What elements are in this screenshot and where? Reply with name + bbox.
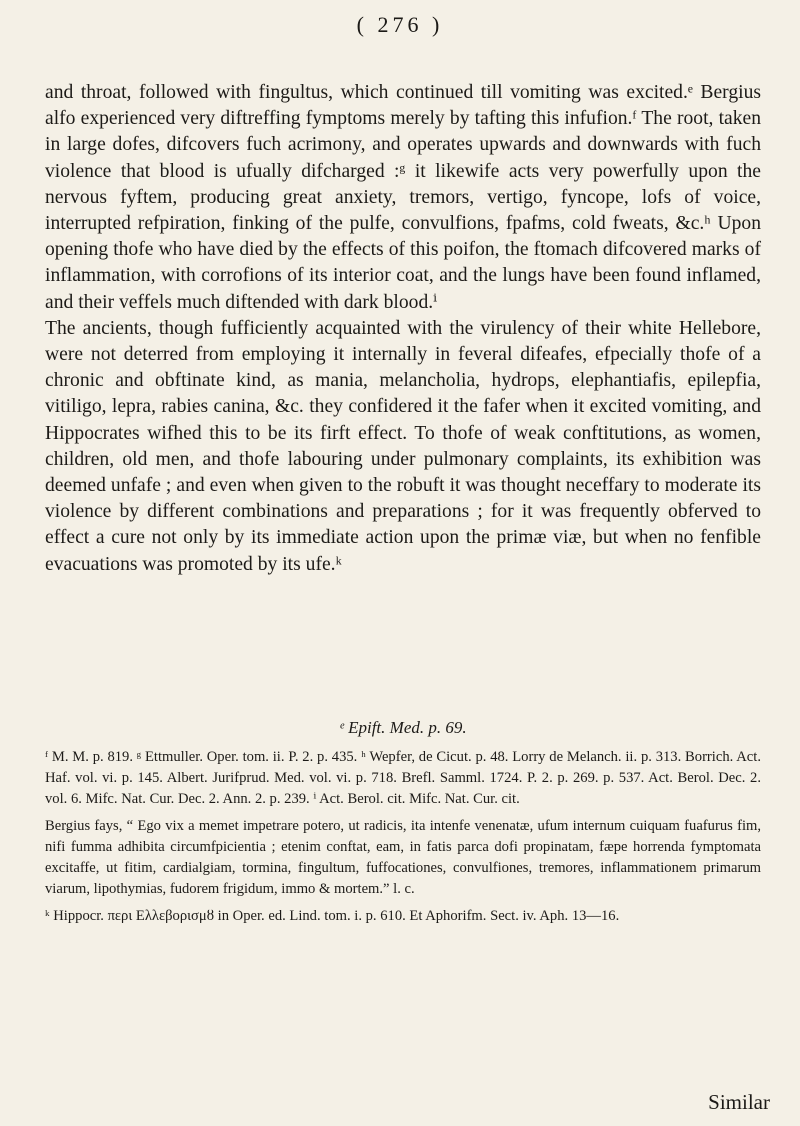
footnote-bergius-quote: Bergius fays, “ Ego vix a memet impetrare potero, ut radicis, ita intenfe venenatæ, ufum internum cuiquam fuafurus fim, nifi fumma adhibita circumfpicientia ; etenim conftat, eam, in fatis parca dofi propinatam, fæpe horrenda fymptomata excitaffe, ut fitim, cardialgiam, tormina, fingultum, fuffocationes, convulfiones, tremores, inflammationem primarum viarum, lipothymias, fudorem frigidum, immo & mortem.” l. c. [45,818,761,897]
page-number: ( 276 ) [356,12,444,37]
footnote-hippocrates: ᵏ Hippocr. περι Ελλεβορισμȣ in Oper. ed. Lind. tom. i. p. 610. Et Aphorifm. Sect. iv. Aph. 13—16. [45,908,620,924]
footnotes [45,747,761,933]
catchword: Similar [708,1090,770,1114]
paragraph-1: and throat, followed with fingultus, which continued till vomiting was excited.ᵉ Bergius alfo experienced very diftreffing fymptoms merely by tafting this infufion.ᶠ The root, taken in large dofes, difcovers fuch acrimony, and operates upwards and downwards with fuch violence that blood is ufually difcharged :ᵍ it likewife acts very powerfully upon the nervous fyftem, producing great anxiety, tremors, vertigo, fyncope, lofs of voice, interrupted refpiration, finking of the pulfe, convulfions, fpafms, cold fweats, &c.ʰ Upon opening thofe who have died by the effects of this poifon, the ftomach difcovered marks of inflammation, with corrofions of its interior coat, and the lungs have been found inflamed, and their veffels much diftended with dark blood.ⁱ [45,82,761,313]
footnote-e: ᵉ Epift. Med. p. 69. [339,718,467,737]
main-text [45,80,761,578]
paragraph-2: The ancients, though fufficiently acquainted with the virulency of their white Hellebore, were not deterred from employing it internally in feveral difeafes, efpecially thofe of a chronic and obftinate kind, as mania, melancholia, hydrops, elephantiafis, epilepfia, vitiligo, lepra, rabies canina, &c. they confidered it the fafer when it excited vomiting, and Hippocrates wifhed this to be its firft effect. To thofe of weak conftitutions, as women, children, old men, and thofe labouring under pulmonary complaints, its exhibition was deemed unfafe ; and even when given to the robuft it was thought neceffary to moderate its violence by different combinations and preparations ; for it was frequently obferved to effect a cure not only by its immediate action upon the primæ viæ, but when no fenfible evacuations was promoted by its ufe.ᵏ [45,317,761,575]
footnote-references: ᶠ M. M. p. 819. ᵍ Ettmuller. Oper. tom. ii. P. 2. p. 435. ʰ Wepfer, de Cicut. p. 48. Lorry de Melanch. ii. p. 313. Borrich. Act. Haf. vol. vi. p. 145. Albert. Jurifprud. Med. vol. vi. p. 718. Brefl. Samml. 1724. P. 2. p. 269. p. 537. Act. Berol. Dec. 2. vol. 6. Mifc. Nat. Cur. Dec. 2. Ann. 2. p. 239. ⁱ Act. Berol. cit. Mifc. Nat. Cur. cit. [45,749,761,807]
